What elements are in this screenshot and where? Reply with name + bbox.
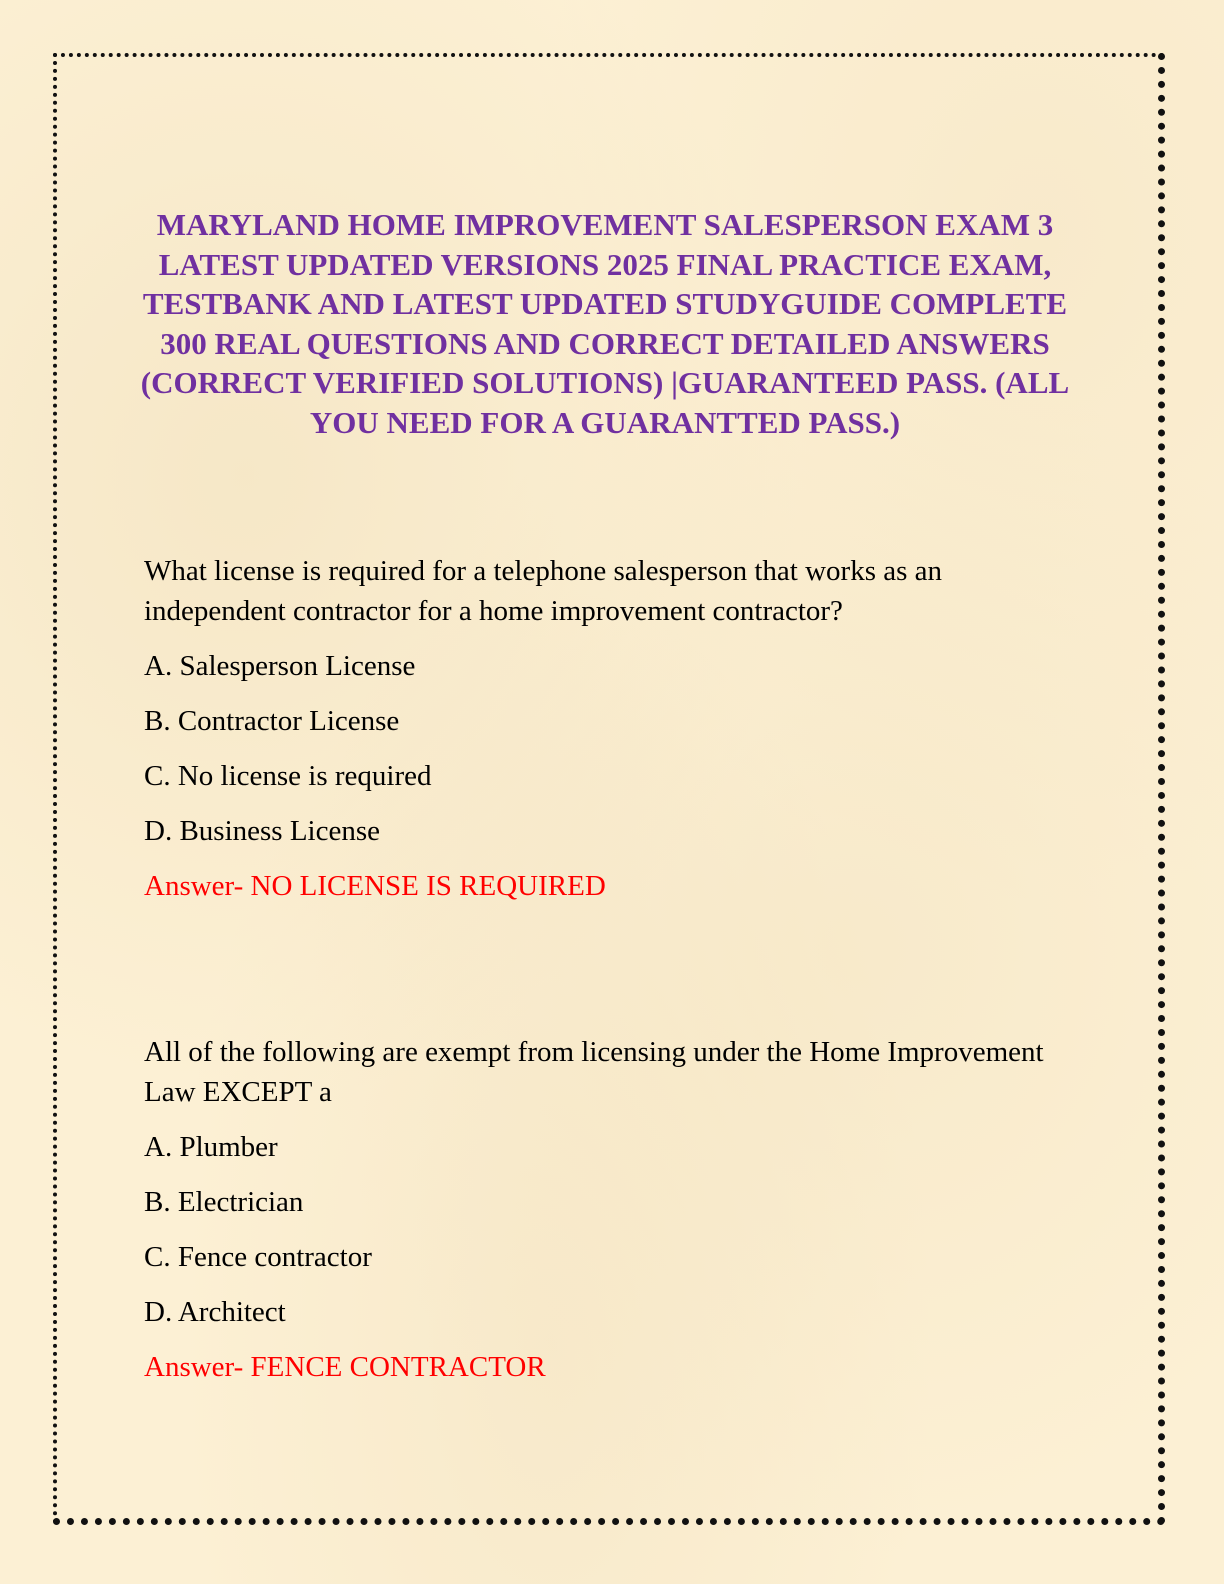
option-b: B. Electrician [144, 1185, 304, 1218]
question-block-1 [144, 552, 1044, 906]
option-d: D. Architect [144, 1295, 286, 1328]
option-a: A. Plumber [144, 1130, 278, 1163]
option-c: C. Fence contractor [144, 1240, 372, 1273]
question-block-2 [144, 1033, 1044, 1387]
question-list [144, 552, 1044, 1387]
question-text: What license is required for a telephone salesperson that works as an independent contractor for a home improvement contractor? [144, 555, 943, 627]
option-b: B. Contractor License [144, 704, 400, 737]
answer-text: Answer- NO LICENSE IS REQUIRED [144, 869, 606, 902]
spacer [144, 906, 1044, 1033]
option-c: C. No license is required [144, 759, 432, 792]
document-title: MARYLAND HOME IMPROVEMENT SALESPERSON EXAM 3 LATEST UPDATED VERSIONS 2025 FINAL PRACTICE EXAM, TESTBANK AND LATEST UPDATED STUDYGUIDE COMPLETE 300 REAL QUESTIONS AND CORRECT DETAILED ANSWERS (CORRECT VERIFIED SOLUTIONS) |GUARANTEED PASS. (ALL YOU NEED FOR A GUARANTTED PASS.) [140, 207, 1070, 440]
option-a: A. Salesperson License [144, 649, 416, 682]
answer-text: Answer- FENCE CONTRACTOR [144, 1350, 546, 1383]
option-d: D. Business License [144, 814, 380, 847]
question-text: All of the following are exempt from licensing under the Home Improvement Law EXCEPT a [144, 1036, 1044, 1108]
